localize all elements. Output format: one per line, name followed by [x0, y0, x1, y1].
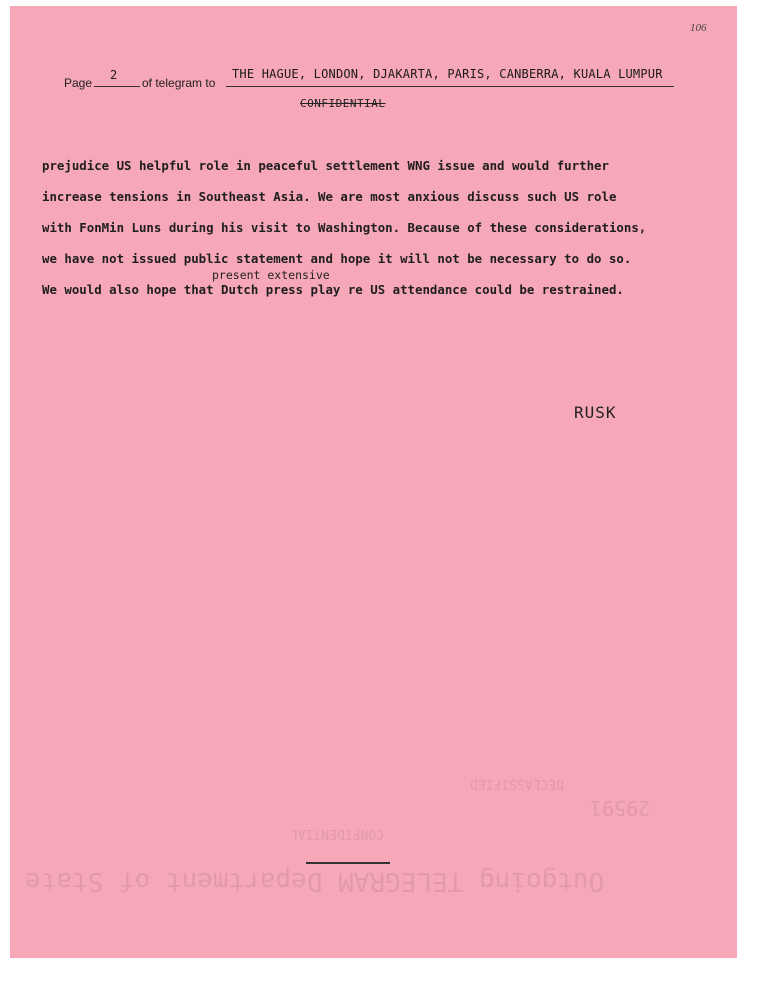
handwritten-insertion: present extensive [212, 268, 330, 282]
document-page [10, 6, 737, 958]
body-line-1: prejudice US helpful role in peaceful settlement WNG issue and would further [42, 158, 609, 173]
classification-marking: CONFIDENTIAL [300, 97, 386, 110]
body-line-3: with FonMin Luns during his visit to Washington. Because of these considerations, [42, 220, 647, 235]
body-line-5: We would also hope that Dutch press play re US attendance could be restrained. [42, 282, 624, 297]
bleed-through-number: 29591 [590, 796, 651, 820]
footer-classification-strike [306, 862, 390, 864]
body-line-2: increase tensions in Southeast Asia. We are most anxious discuss such US role [42, 189, 617, 204]
telegram-recipients: THE HAGUE, LONDON, DJAKARTA, PARIS, CANBERRA, KUALA LUMPUR [232, 67, 663, 81]
bleed-through-classification: CONFIDENTIAL [290, 826, 384, 841]
signature: RUSK [574, 403, 617, 422]
body-line-4: we have not issued public statement and hope it will not be necessary to do so. [42, 251, 632, 266]
bleed-through-declassified: DECLASSIFIED [470, 776, 564, 791]
page-number: 2 [110, 68, 118, 82]
page-label: Page [64, 76, 93, 90]
page-number-underline [94, 86, 140, 87]
page-corner-number: 106 [690, 22, 707, 34]
recipients-underline [226, 86, 674, 87]
bleed-through-heading: Outgoing TELEGRAM Department of State [25, 866, 605, 896]
of-telegram-label: of telegram to [142, 76, 216, 90]
